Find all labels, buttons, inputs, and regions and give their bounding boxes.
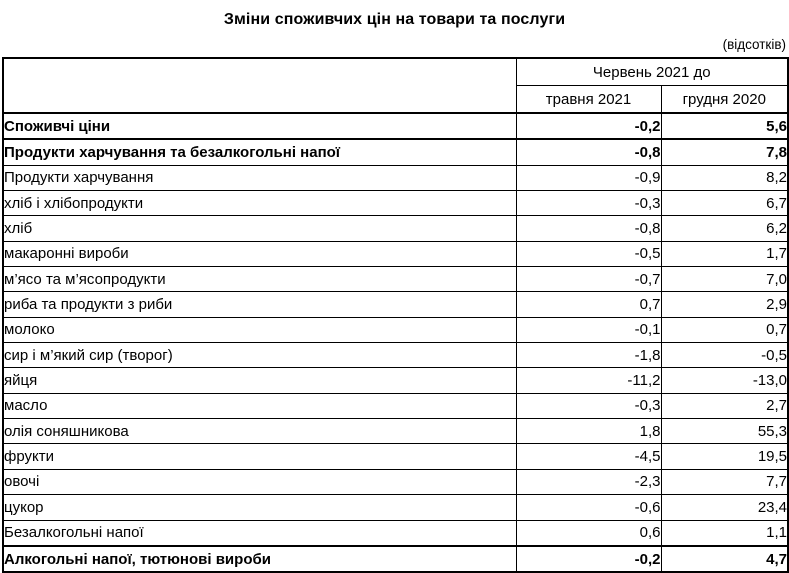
table-row [3, 546, 788, 572]
row-label: макаронні вироби [3, 241, 516, 266]
value-to-may-2021: -0,8 [516, 139, 661, 165]
row-label: Продукти харчування [3, 165, 516, 190]
value-to-dec-2020: 23,4 [661, 495, 788, 520]
table-row [3, 444, 788, 469]
table-row [3, 495, 788, 520]
table-row [3, 520, 788, 546]
value-to-dec-2020: 2,7 [661, 393, 788, 418]
row-label: Безалкогольні напої [3, 520, 516, 546]
value-to-may-2021: -0,9 [516, 165, 661, 190]
row-label: фрукти [3, 444, 516, 469]
row-label: олія соняшникова [3, 419, 516, 444]
value-to-dec-2020: 0,7 [661, 317, 788, 342]
value-to-may-2021: 0,7 [516, 292, 661, 317]
row-label: риба та продукти з риби [3, 292, 516, 317]
table-row [3, 393, 788, 418]
table-body [3, 113, 788, 572]
table-row [3, 113, 788, 139]
consumer-prices-table [2, 57, 789, 573]
header-col-to-dec-2020: грудня 2020 [661, 86, 788, 114]
table-row [3, 343, 788, 368]
header-group-label: Червень 2021 до [516, 58, 788, 86]
table-row [3, 191, 788, 216]
value-to-dec-2020: 2,9 [661, 292, 788, 317]
row-label: цукор [3, 495, 516, 520]
table-row [3, 139, 788, 165]
value-to-dec-2020: 1,1 [661, 520, 788, 546]
table-row [3, 317, 788, 342]
table-row [3, 368, 788, 393]
value-to-dec-2020: 7,7 [661, 469, 788, 494]
row-label: молоко [3, 317, 516, 342]
row-label: Алкогольні напої, тютюнові вироби [3, 546, 516, 572]
value-to-may-2021: -0,3 [516, 191, 661, 216]
value-to-may-2021: -0,2 [516, 546, 661, 572]
header-col-to-may-2021: травня 2021 [516, 86, 661, 114]
value-to-may-2021: -0,6 [516, 495, 661, 520]
value-to-dec-2020: 5,6 [661, 113, 788, 139]
table-row [3, 267, 788, 292]
unit-note: (відсотків) [722, 37, 786, 52]
table-row [3, 165, 788, 190]
value-to-dec-2020: 7,0 [661, 267, 788, 292]
value-to-may-2021: -1,8 [516, 343, 661, 368]
value-to-dec-2020: 7,8 [661, 139, 788, 165]
value-to-may-2021: 0,6 [516, 520, 661, 546]
table-row [3, 292, 788, 317]
value-to-dec-2020: 19,5 [661, 444, 788, 469]
value-to-dec-2020: 6,7 [661, 191, 788, 216]
table-row [3, 216, 788, 241]
value-to-may-2021: -0,1 [516, 317, 661, 342]
value-to-dec-2020: 8,2 [661, 165, 788, 190]
value-to-may-2021: -0,7 [516, 267, 661, 292]
value-to-dec-2020: -0,5 [661, 343, 788, 368]
row-label: овочі [3, 469, 516, 494]
table-row [3, 241, 788, 266]
value-to-may-2021: 1,8 [516, 419, 661, 444]
row-label: хліб і хлібопродукти [3, 191, 516, 216]
table-header [3, 58, 788, 113]
value-to-dec-2020: 4,7 [661, 546, 788, 572]
value-to-may-2021: -0,3 [516, 393, 661, 418]
value-to-may-2021: -11,2 [516, 368, 661, 393]
value-to-may-2021: -0,2 [516, 113, 661, 139]
value-to-may-2021: -0,5 [516, 241, 661, 266]
table-row [3, 419, 788, 444]
value-to-dec-2020: 1,7 [661, 241, 788, 266]
row-label: сир і м’який сир (творог) [3, 343, 516, 368]
value-to-may-2021: -4,5 [516, 444, 661, 469]
value-to-dec-2020: -13,0 [661, 368, 788, 393]
table-row [3, 469, 788, 494]
value-to-dec-2020: 6,2 [661, 216, 788, 241]
value-to-dec-2020: 55,3 [661, 419, 788, 444]
row-label: Продукти харчування та безалкогольні напої [3, 139, 516, 165]
row-label: м’ясо та м’ясопродукти [3, 267, 516, 292]
page-title: Зміни споживчих цін на товари та послуги [223, 11, 566, 28]
value-to-may-2021: -2,3 [516, 469, 661, 494]
row-label: масло [3, 393, 516, 418]
row-label: хліб [3, 216, 516, 241]
header-empty-cell [3, 58, 516, 113]
value-to-may-2021: -0,8 [516, 216, 661, 241]
row-label: яйця [3, 368, 516, 393]
row-label: Споживчі ціни [3, 113, 516, 139]
